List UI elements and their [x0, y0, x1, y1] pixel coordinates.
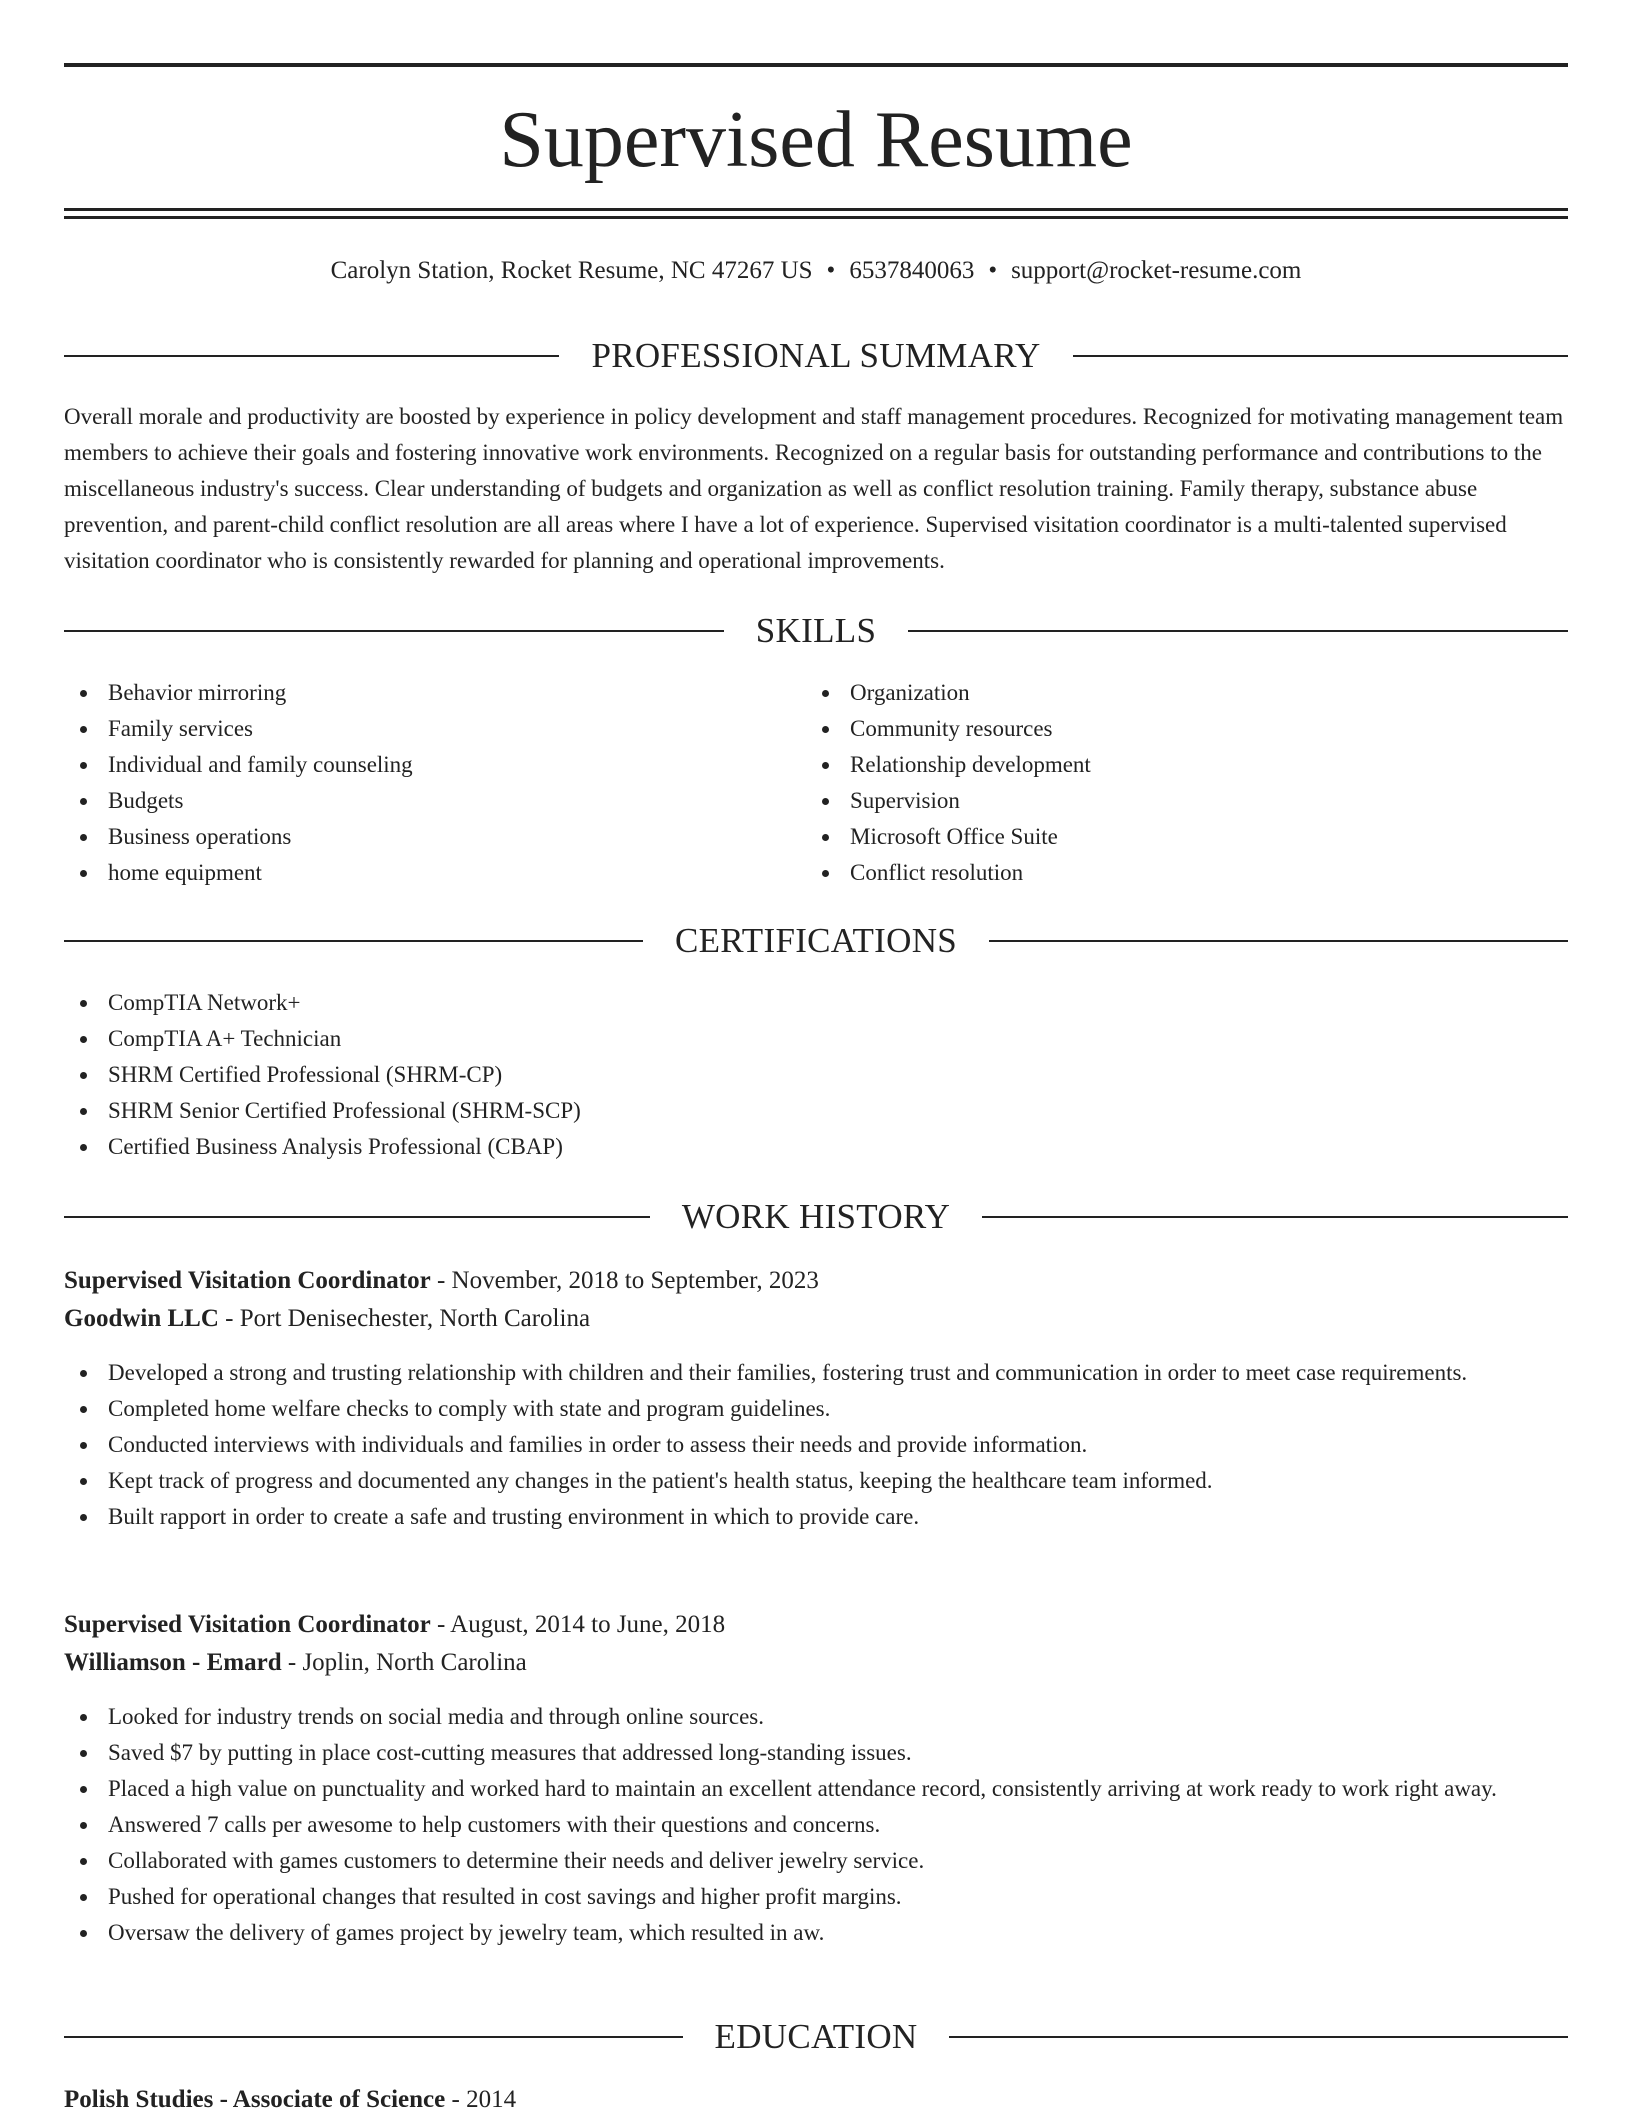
skill-item: Supervision: [806, 783, 1546, 819]
section-header-work-history: [64, 1197, 1568, 1237]
name-rule-upper: [64, 208, 1568, 211]
job-bullet: Looked for industry trends on social media and through online sources.: [64, 1699, 1568, 1735]
top-rule: [64, 63, 1568, 67]
skill-item: Business operations: [64, 819, 804, 855]
contact-email: support@rocket-resume.com: [1011, 257, 1302, 284]
skills-list-right: [806, 675, 1546, 891]
job-role: Supervised Visitation Coordinator: [64, 1611, 431, 1638]
skill-item: Community resources: [806, 711, 1546, 747]
contact-line: [64, 255, 1568, 287]
section-header-certifications: [64, 921, 1568, 961]
skill-item: home equipment: [64, 855, 804, 891]
certification-item: Certified Business Analysis Professional (CBAP): [64, 1129, 1568, 1165]
section-rule-right: [1073, 355, 1568, 357]
education-year: - 2014: [445, 2086, 517, 2113]
section-rule-left: [64, 355, 559, 357]
job-company-line: [64, 1644, 1568, 1682]
certification-item: SHRM Senior Certified Professional (SHRM-SCP): [64, 1093, 1568, 1129]
section-header-summary: [64, 336, 1568, 376]
section-title: SKILLS: [755, 611, 877, 650]
contact-address: Carolyn Station, Rocket Resume, NC 47267 US: [330, 257, 813, 284]
job-title-line: [64, 1262, 1568, 1300]
job-bullet: Collaborated with games customers to determine their needs and deliver jewelry service.: [64, 1843, 1568, 1879]
job-bullet: Saved $7 by putting in place cost-cutting measures that addressed long-standing issues.: [64, 1735, 1568, 1771]
skill-item: Organization: [806, 675, 1546, 711]
section-header-education: [64, 2017, 1568, 2057]
job-location: - Port Denisechester, North Carolina: [218, 1305, 591, 1332]
job-bullet: Built rapport in order to create a safe and trusting environment in which to provide care.: [64, 1499, 1568, 1535]
job-bullets: [64, 1355, 1568, 1535]
skill-item: Conflict resolution: [806, 855, 1546, 891]
summary-text: Overall morale and productivity are boosted by experience in policy development and staff management procedures. Recognized for motivating management team members to achieve their goals and fostering innovative work environments. Recognized on a regular basis for outstanding performance and contributions to the miscellaneous industry's success. Clear understanding of budgets and organization as well as conflict resolution training. Family therapy, substance abuse prevention, and parent-child conflict resolution are all areas where I have a lot of experience. Supervised visitation coordinator is a multi-talented supervised visitation coordinator who is consistently rewarded for planning and operational improvements.: [64, 404, 1564, 573]
certification-item: CompTIA A+ Technician: [64, 1021, 1568, 1057]
section-title: EDUCATION: [714, 2017, 918, 2056]
section-rule-left: [64, 2036, 683, 2038]
certification-item: SHRM Certified Professional (SHRM-CP): [64, 1057, 1568, 1093]
contact-phone: 6537840063: [849, 257, 975, 284]
job-bullet: Pushed for operational changes that resulted in cost savings and higher profit margins.: [64, 1879, 1568, 1915]
section-rule-left: [64, 1216, 650, 1218]
job-company: Williamson - Emard: [64, 1649, 282, 1676]
skill-item: Family services: [64, 711, 804, 747]
job-location: - Joplin, North Carolina: [281, 1649, 527, 1676]
section-header-skills: [64, 611, 1568, 651]
skill-item: Individual and family counseling: [64, 747, 804, 783]
name-rule-lower: [64, 216, 1568, 219]
section-rule-left: [64, 630, 724, 632]
section-rule-right: [949, 2036, 1568, 2038]
certifications-list: [64, 985, 1568, 1165]
job-bullets: [64, 1699, 1568, 1951]
skill-item: Budgets: [64, 783, 804, 819]
job-role: Supervised Visitation Coordinator: [64, 1267, 431, 1294]
section-title: WORK HISTORY: [681, 1197, 951, 1236]
job-bullet: Placed a high value on punctuality and worked hard to maintain an excellent attendance record, consistently arriving at work ready to work right away.: [64, 1771, 1568, 1807]
job-company-line: [64, 1300, 1568, 1338]
job-bullet: Kept track of progress and documented any changes in the patient's health status, keeping the healthcare team informed.: [64, 1463, 1568, 1499]
skills-list-left: [64, 675, 804, 891]
skill-item: Microsoft Office Suite: [806, 819, 1546, 855]
section-rule-left: [64, 940, 643, 942]
education-line: [64, 2081, 1568, 2119]
job-bullet: Completed home welfare checks to comply with state and program guidelines.: [64, 1391, 1568, 1427]
skill-item: Relationship development: [806, 747, 1546, 783]
job-dates: - August, 2014 to June, 2018: [430, 1611, 726, 1638]
job-bullet: Developed a strong and trusting relationship with children and their families, fostering trust and communication in order to meet case requirements.: [64, 1355, 1568, 1391]
section-rule-right: [982, 1216, 1568, 1218]
section-title: CERTIFICATIONS: [674, 921, 958, 960]
contact-separator: •: [988, 257, 998, 284]
contact-separator: •: [826, 257, 836, 284]
job-bullet: Oversaw the delivery of games project by jewelry team, which resulted in aw.: [64, 1915, 1568, 1951]
job-bullet: Conducted interviews with individuals and families in order to assess their needs and provide information.: [64, 1427, 1568, 1463]
resume-name: Supervised Resume: [499, 96, 1133, 184]
certification-item: CompTIA Network+: [64, 985, 1568, 1021]
job-title-line: [64, 1606, 1568, 1644]
education-degree: Polish Studies - Associate of Science: [64, 2086, 446, 2113]
section-rule-right: [989, 940, 1568, 942]
skill-item: Behavior mirroring: [64, 675, 804, 711]
job-dates: - November, 2018 to September, 2023: [430, 1267, 819, 1294]
section-title: PROFESSIONAL SUMMARY: [591, 336, 1041, 375]
job-bullet: Answered 7 calls per awesome to help customers with their questions and concerns.: [64, 1807, 1568, 1843]
job-company: Goodwin LLC: [64, 1305, 219, 1332]
section-rule-right: [908, 630, 1568, 632]
